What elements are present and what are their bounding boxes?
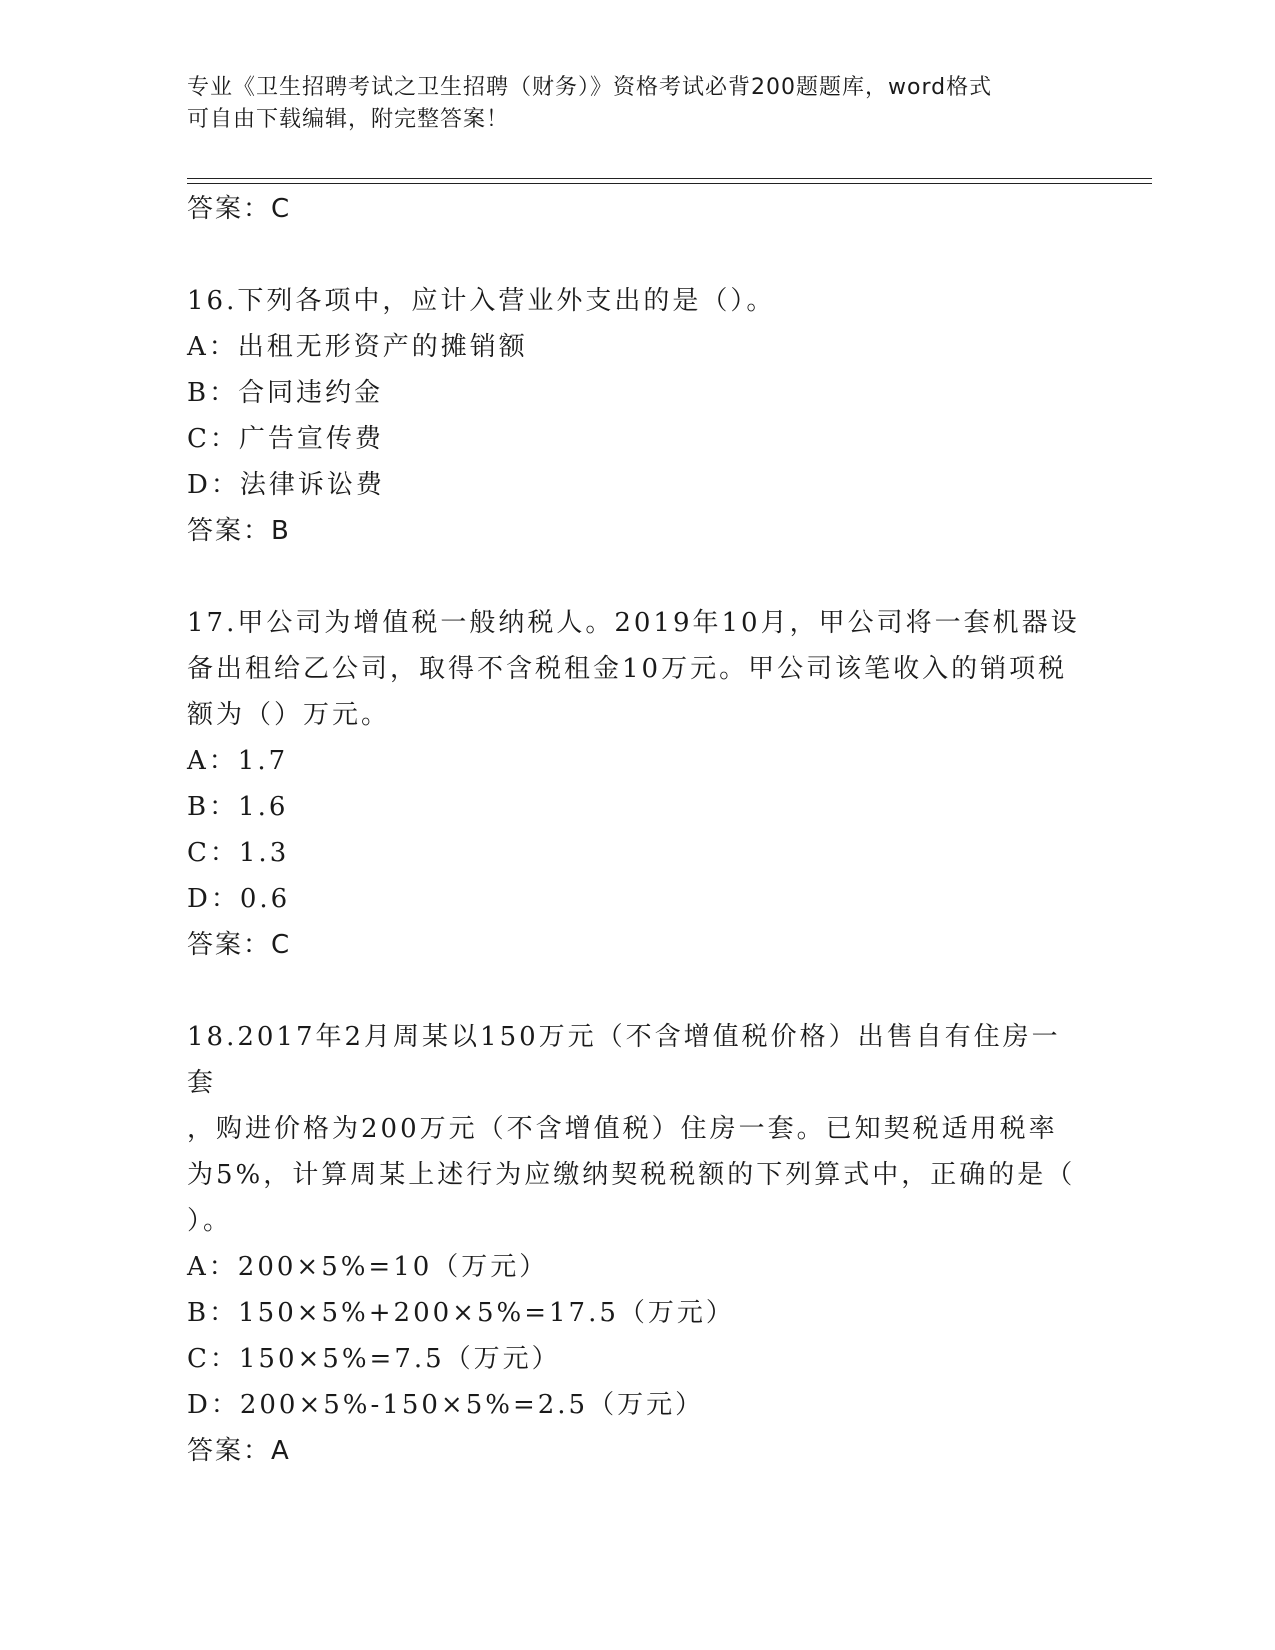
document-body <box>187 186 1087 1474</box>
question-stem-line: 为5%，计算周某上述行为应缴纳契税税额的下列算式中，正确的是（ <box>187 1160 1076 1190</box>
option-a: A：出租无形资产的摊销额 <box>187 332 528 362</box>
option-c: C：广告宣传费 <box>187 424 384 454</box>
option-b: B：合同违约金 <box>187 378 384 408</box>
option-a: A：1.7 <box>187 746 289 776</box>
previous-answer: 答案：C <box>187 194 292 224</box>
option-c: C：1.3 <box>187 838 290 868</box>
question-16 <box>187 278 1087 554</box>
header-line-2: 可自由下载编辑，附完整答案！ <box>187 107 510 132</box>
option-c: C：150×5%=7.5（万元） <box>187 1344 561 1374</box>
spacer <box>187 232 1087 278</box>
option-d: D：200×5%-150×5%=2.5（万元） <box>187 1390 705 1420</box>
question-18 <box>187 1014 1087 1474</box>
option-b: B：1.6 <box>187 792 289 822</box>
option-d: D：0.6 <box>187 884 291 914</box>
question-stem-line: 18.2017年2月周某以150万元（不含增值税价格）出售自有住房一套 <box>187 1022 1061 1098</box>
question-17 <box>187 600 1087 968</box>
question-stem-line: 16.下列各项中，应计入营业外支出的是（）。 <box>187 286 776 316</box>
option-b: B：150×5%+200×5%=17.5（万元） <box>187 1298 735 1328</box>
option-d: D：法律诉讼费 <box>187 470 385 500</box>
option-a: A：200×5%=10（万元） <box>187 1252 549 1282</box>
question-stem-line: 备出租给乙公司，取得不含税租金10万元。甲公司该笔收入的销项税 <box>187 654 1068 684</box>
answer: 答案：C <box>187 930 292 960</box>
answer: 答案：A <box>187 1436 291 1466</box>
spacer <box>187 968 1087 1014</box>
document-header <box>187 72 1067 136</box>
answer: 答案：B <box>187 516 291 546</box>
header-line-1: 专业《卫生招聘考试之卫生招聘（财务）》资格考试必背200题题库，word格式 <box>187 75 993 100</box>
header-divider-top <box>187 178 1152 179</box>
question-stem-line: ，购进价格为200万元（不含增值税）住房一套。已知契税适用税率 <box>187 1114 1058 1144</box>
spacer <box>187 554 1087 600</box>
question-stem-line: 17.甲公司为增值税一般纳税人。2019年10月，甲公司将一套机器设 <box>187 608 1080 638</box>
question-stem-line: ）。 <box>187 1206 233 1236</box>
header-divider-bottom <box>187 183 1152 184</box>
question-stem-line: 额为（）万元。 <box>187 700 391 730</box>
